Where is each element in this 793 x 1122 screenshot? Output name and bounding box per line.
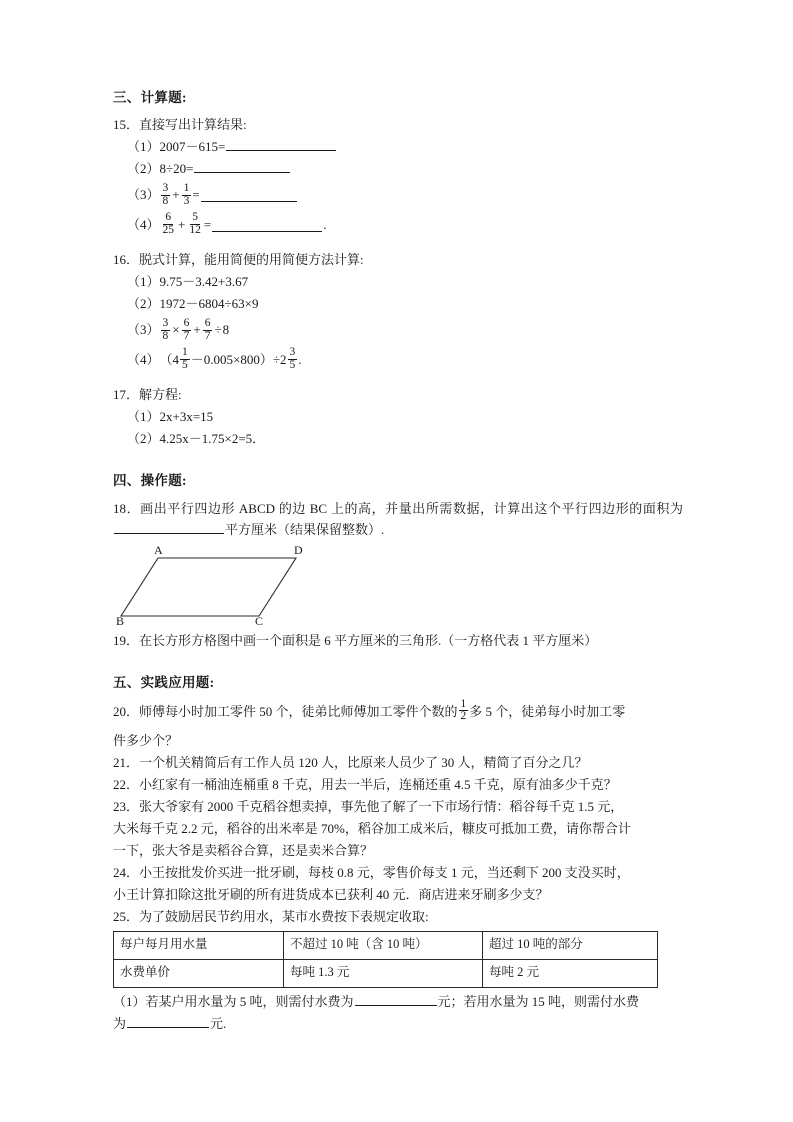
q25-text-b: 元；若用水量为 15 吨，则需付水费 [437,993,640,1009]
item-label: （1） [127,274,160,290]
fraction-numerator: 1 [182,346,188,359]
fraction-denominator: 5 [289,359,296,372]
item-expression: 4.25x－1.75×2=5． [159,431,266,447]
fraction-denominator: 7 [204,329,211,342]
question-20-part-2: 多 5 个，徒弟每小时加工零 [469,703,626,719]
section-application [113,673,683,1034]
question-21: 21．一个机关精简后有工作人员 120 人，比原来人员少了 30 人，精简了百分之几？ [113,754,588,770]
fraction-5-over-12 [187,212,203,236]
section-heading-5: 五、实践应用题: [113,674,215,690]
period: . [298,351,302,367]
question-17-item-2 [113,428,683,449]
fraction-1-over-5 [180,347,190,371]
item-expression: 1972－6804÷63×9 [159,296,259,312]
q25-text-a: （1）若某户用水量为 5 吨，则需付水费为 [113,993,354,1009]
fraction-3-over-5 [288,347,298,371]
operator-plus: + [178,216,186,232]
fraction-numerator: 5 [192,211,198,224]
fraction-numerator: 1 [183,181,190,194]
item-label: （3） [127,187,160,203]
fraction-denominator: 8 [162,194,169,207]
question-16-item-3 [113,318,683,342]
item-label: （2） [127,431,160,447]
question-23-line-2: 大米每千克 2.2 元，稻谷的出米率是 70%，稻谷加工成米后，糠皮可抵加工费，请你帮合计 [113,820,631,836]
fraction-1-over-2 [459,699,469,723]
question-24-line-2: 小王计算扣除这批牙刷的所有进货成本已获利 40 元．商店进来牙刷多少支？ [113,886,549,902]
question-17-item-1 [113,406,683,427]
item-label: （4） [127,216,160,232]
spacer [113,377,683,384]
fraction-numerator: 6 [183,316,190,329]
fraction-1-over-3 [182,183,192,207]
fraction-numerator: 3 [289,346,296,359]
question-18-text-before: 18．画出平行四边形 ABCD 的边 BC 上的高，并量出所需数据，计算出这个平行四边形的面积为 [113,500,683,516]
q25-text-c: 为 [113,1015,127,1031]
fraction-denominator: 7 [183,329,190,342]
item-expression: 2007－615= [159,139,226,155]
table-cell-usage-header: 每户每月用水量 [114,931,284,959]
question-22: 22．小红家有一桶油连桶重 8 千克，用去一半后，连桶还重 4.5 千克，原有油多少千克？ [113,776,617,792]
fraction-6-over-7-second [203,318,213,342]
operand-8: 8 [222,322,230,338]
table-row [114,959,658,987]
table-cell-price-header: 水费单价 [114,959,284,987]
question-16-item-1 [113,271,683,292]
fraction-denominator: 12 [189,224,201,237]
fraction-6-over-25 [161,212,177,236]
question-18 [113,498,683,540]
question-16-item-4 [113,348,683,372]
answer-blank[interactable] [226,138,336,151]
section-heading-3: 三、计算题: [113,90,187,105]
fraction-denominator: 5 [182,359,188,372]
question-18-text-after: 平方厘米（结果保留整数）. [225,521,385,537]
answer-blank[interactable] [355,993,437,1006]
parallelogram-figure [113,544,683,630]
fraction-denominator: 25 [162,224,175,237]
question-24-line-1: 24．小王按批发价买进一批牙刷，每枝 0.8 元，零售价每支 1 元，当还剩下 200 支没买时， [113,864,630,880]
question-19: 19．在长方形方格图中画一个面积是 6 平方厘米的三角形.（一方格代表 1 平方厘米） [113,632,598,648]
question-25-stem: 25．为了鼓励居民节约用水，某市水费按下表规定收取: [113,908,429,924]
operator-times: × [172,322,180,338]
mixed-number-4-and-1-over-5 [160,348,191,372]
question-17-stem: 17．解方程: [113,387,182,403]
question-15-item-1 [113,136,683,157]
question-20-line-2: 件多少个？ [113,732,179,748]
question-23-line-3: 一下，张大爷是卖稻谷合算，还是卖米合算？ [113,842,374,858]
item-label: （1） [127,409,160,425]
fraction-3-over-8 [161,318,171,342]
table-cell-tier2-header: 超过 10 吨的部分 [483,931,658,959]
fraction-denominator: 8 [162,329,169,342]
question-23-line-1: 23．张大爷家有 2000 千克稻谷想卖掉，事先他了解了一下市场行情：稻谷每千克 1.5 元， [113,798,624,814]
equals-sign: = [192,187,200,203]
fraction-numerator: 3 [162,181,169,194]
question-16-item-2 [113,293,683,314]
parallelogram-shape [121,558,296,616]
question-15-item-2 [113,158,683,179]
item-expression: 9.75－3.42+3.67 [159,274,249,290]
vertex-label-C: C [255,613,264,628]
table-cell-tier1-header: 不超过 10 吨（含 10 吨） [284,931,483,959]
fraction-numerator: 6 [165,211,172,224]
item-label: （2） [127,161,160,177]
expression-middle: －0.005×800） [190,351,273,367]
table-row [114,931,658,959]
fraction-numerator: 6 [204,316,211,329]
table-cell-tier1-price: 每吨 1.3 元 [284,959,483,987]
vertex-label-A: A [154,542,163,557]
item-label: （1） [127,139,160,155]
fraction-denominator: 3 [183,194,190,207]
item-expression: 2x+3x=15 [159,409,214,425]
section-heading-4: 四、操作题: [113,473,187,489]
item-label: （3） [127,322,160,338]
question-15-stem: 15．直接写出计算结果: [113,117,247,133]
answer-blank[interactable] [114,520,224,533]
table-cell-tier2-price: 每吨 2 元 [483,959,658,987]
section-operation [113,471,683,650]
vertex-label-B: B [116,613,125,628]
fraction-numerator: 3 [162,316,169,329]
answer-blank[interactable] [127,1015,209,1028]
question-15-item-4 [113,213,683,237]
answer-blank[interactable] [201,189,297,202]
answer-blank[interactable] [194,160,290,173]
period: . [323,216,327,232]
equals-sign: = [203,216,212,232]
answer-blank[interactable] [212,218,322,231]
spacer [113,451,683,471]
question-25-sub-1-line-1 [113,991,683,1012]
spacer [113,653,683,673]
page-content [113,88,683,1036]
operator-plus: + [193,322,201,338]
operator-plus: + [172,187,180,203]
operator-divide: ÷ [214,322,222,338]
fraction-6-over-7-first [182,318,192,342]
fraction-numerator: 1 [460,697,467,710]
q25-text-d: 元. [210,1015,227,1031]
vertex-label-D: D [294,542,303,557]
mixed-whole-open: （4 [159,351,180,367]
spacer [113,242,683,249]
fraction-3-over-8 [161,183,171,207]
water-fee-table [113,931,658,988]
question-25-sub-1-line-2 [113,1013,683,1034]
item-expression: 8÷20= [159,161,194,177]
question-16-stem: 16．脱式计算，能用简便的用简便方法计算: [113,252,364,268]
section-calculation [113,88,683,449]
parallelogram-svg [113,544,343,630]
divide-by-2: ÷2 [272,351,287,367]
question-20-part-1: 20．师傅每小时加工零件 50 个，徒弟比师傅加工零件个数的 [113,703,458,719]
fraction-denominator: 2 [460,710,467,723]
question-15-item-3 [113,183,683,207]
item-label: （2） [127,296,160,312]
question-20-line-1 [113,699,683,723]
item-label: （4） [127,351,160,367]
